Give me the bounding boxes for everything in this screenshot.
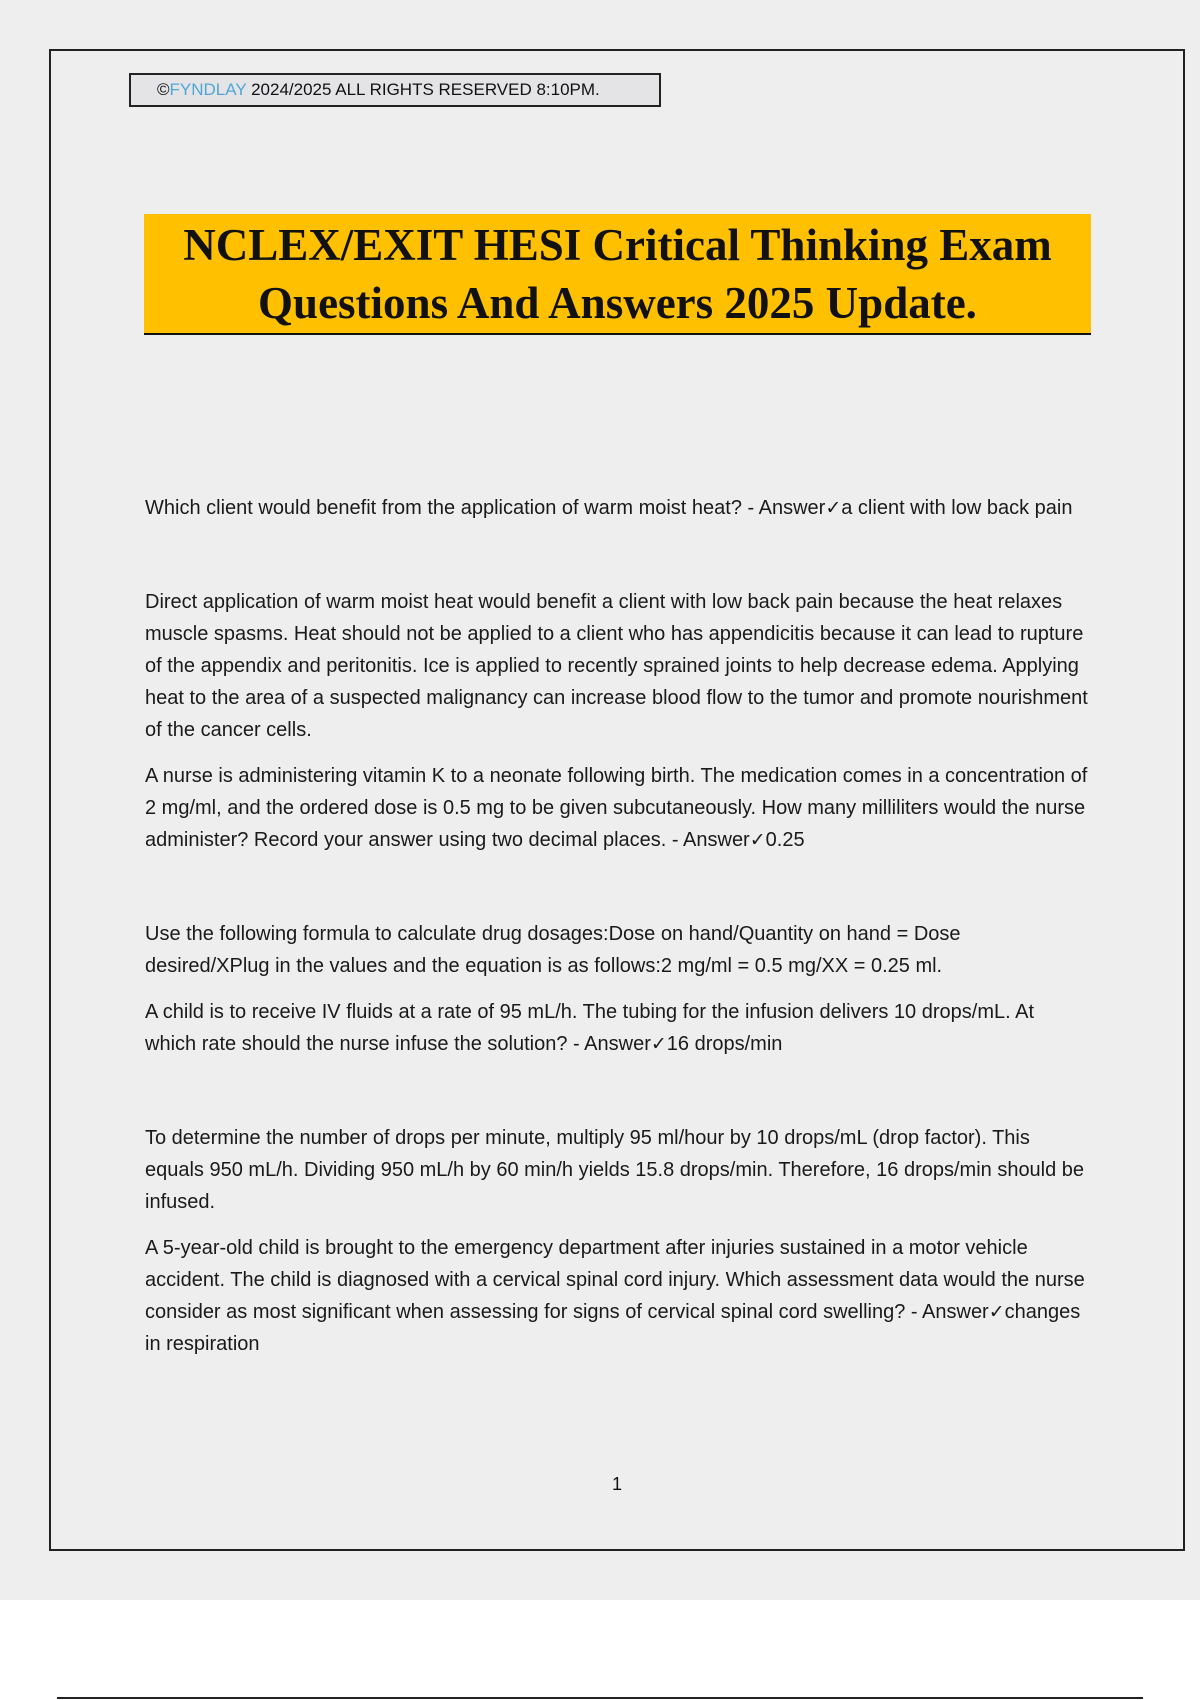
question-1 — [145, 492, 1090, 524]
question-text: A 5-year-old child is brought to the emergency department after injuries sustained in a motor vehicle accident. The child is diagnosed with a cervical spinal cord injury. Which assessment data would the nurse consider as most significant when assessing for signs of cervical spinal cord swelling? — [145, 1237, 1085, 1323]
question-3 — [145, 996, 1090, 1060]
copyright-symbol: © — [157, 80, 170, 99]
title-line-2: Questions And Answers 2025 Update. — [258, 278, 977, 328]
explanation-3: To determine the number of drops per minute, multiply 95 ml/hour by 10 drops/mL (drop factor). This equals 950 mL/h. Dividing 950 mL/h by 60 min/h yields 15.8 drops/min. Therefore, 16 drops/min should be infused. — [145, 1127, 1085, 1213]
checkmark-icon: ✓ — [749, 829, 766, 851]
brand-name: FYNDLAY — [169, 80, 247, 99]
checkmark-icon: ✓ — [650, 1033, 667, 1055]
qa-content — [145, 492, 1090, 1360]
checkmark-icon: ✓ — [988, 1301, 1005, 1323]
explanation-2: Use the following formula to calculate drug dosages:Dose on hand/Quantity on hand = Dose desired/XPlug in the values and the equation is as follows:2 mg/ml = 0.5 mg/XX = 0.25 ml. — [145, 923, 961, 977]
question-4 — [145, 1232, 1090, 1360]
answer-text: a client with low back pain — [841, 497, 1073, 519]
explanation-1: Direct application of warm moist heat would benefit a client with low back pain because the heat relaxes muscle spasms. Heat should not be applied to a client who has appendicitis because it can lead to rupture of the appendix and peritonitis. Ice is applied to recently sprained joints to help decrease edema. Applying heat to the area of a suspected malignancy can increase blood flow to the tumor and promote nourishment of the cancer cells. — [145, 591, 1088, 741]
question-text: A nurse is administering vitamin K to a neonate following birth. The medication comes in a concentration of 2 mg/ml, and the ordered dose is 0.5 mg to be given subcutaneously. How many milliliters would the nurse administer? Record your answer using two decimal places. — [145, 765, 1088, 851]
answer-label: Answer — [683, 829, 750, 851]
answer-separator: - — [666, 829, 684, 851]
copyright-header — [129, 73, 661, 107]
answer-label: Answer — [584, 1033, 651, 1055]
next-page-divider — [57, 1697, 1143, 1699]
document-title — [144, 214, 1091, 335]
question-text: Which client would benefit from the application of warm moist heat? — [145, 497, 742, 519]
question-2 — [145, 760, 1090, 856]
title-line-1: NCLEX/EXIT HESI Critical Thinking Exam — [183, 220, 1052, 270]
checkmark-icon: ✓ — [825, 497, 842, 519]
answer-separator: - — [567, 1033, 585, 1055]
page-number: 1 — [611, 1474, 622, 1494]
answer-label: Answer — [758, 497, 826, 519]
answer-separator: - — [905, 1301, 923, 1323]
answer-text: 0.25 — [765, 829, 805, 851]
answer-text: changes in respiration — [145, 1301, 1081, 1355]
answer-text: 16 drops/min — [666, 1033, 783, 1055]
question-text: A child is to receive IV fluids at a rate of 95 mL/h. The tubing for the infusion delivers 10 drops/mL. At which rate should the nurse infuse the solution? — [145, 1001, 1035, 1055]
rights-text: 2024/2025 ALL RIGHTS RESERVED 8:10PM. — [246, 80, 600, 99]
answer-separator: - — [741, 497, 759, 519]
answer-label: Answer — [922, 1301, 989, 1323]
